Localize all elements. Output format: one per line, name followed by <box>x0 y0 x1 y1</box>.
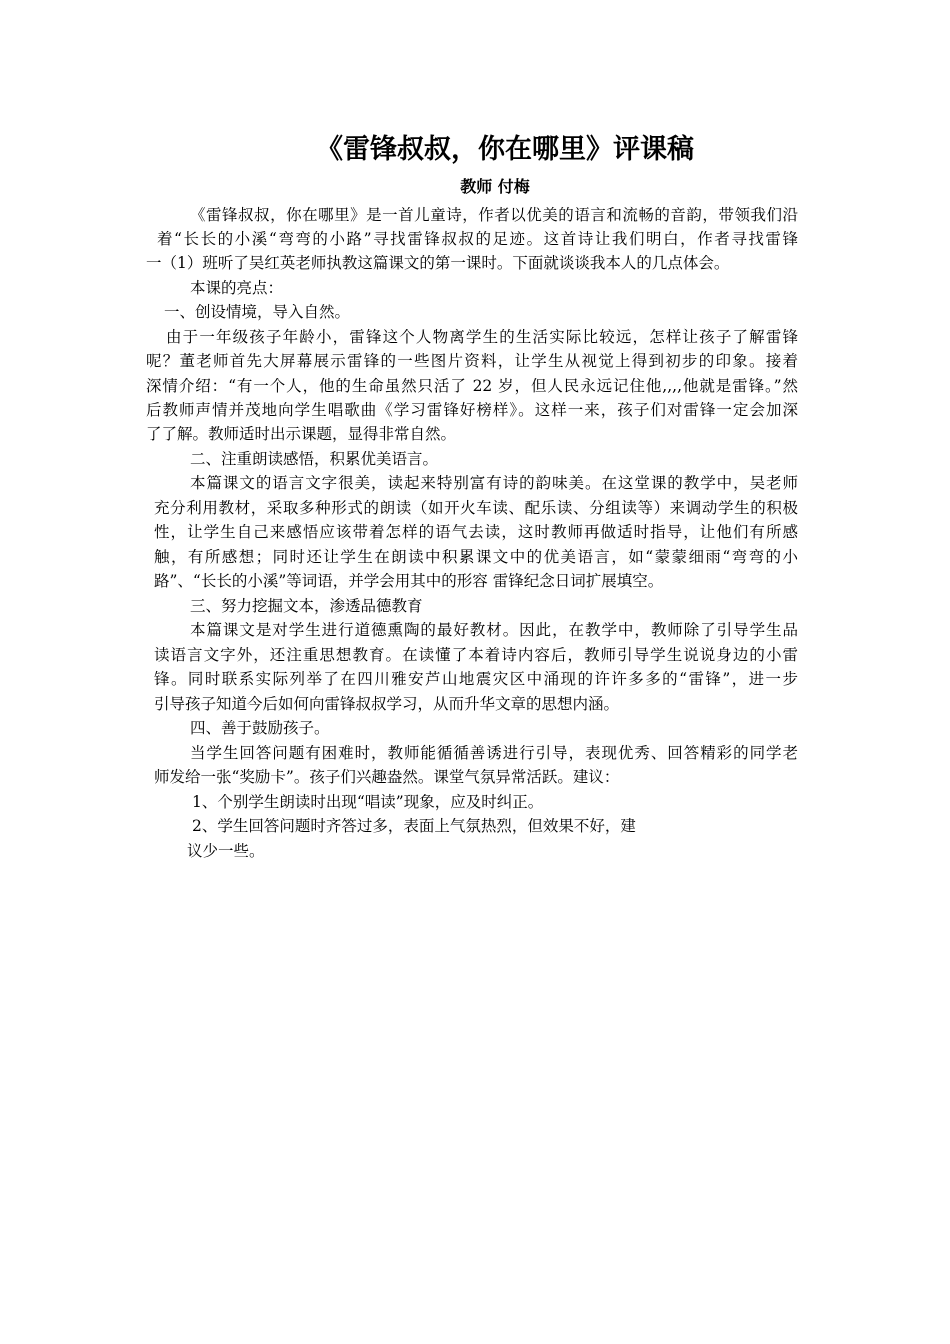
paragraph-line: 锋。同时联系实际列举了在四川雅安芦山地震灾区中涌现的许许多多的“雷锋”，进一步 <box>154 670 798 688</box>
paragraph-line: 读语言文字外，还注重思想教育。在读懂了本着诗内容后，教师引导学生说说身边的小雷 <box>154 646 798 664</box>
paragraph-line: 性，让学生自己来感悟应该带着怎样的语气去读，这时教师再做适时指导，让他们有所感 <box>154 523 798 541</box>
suggestion-item: 2、学生回答问题时齐答过多，表面上气氛热烈，但效果不好，建 <box>192 817 636 835</box>
section-heading: 三、努力挖掘文本，渗透品德教育 <box>190 597 423 615</box>
paragraph-line: 后教师声情并茂地向学生唱歌曲《学习雷锋好榜样》。这样一来，孩子们对雷锋一定会加深 <box>146 401 798 419</box>
paragraph-line: 本篇课文是对学生进行道德熏陶的最好教材。因此，在教学中，教师除了引导学生品 <box>190 621 798 639</box>
paragraph-line: 议少一些。 <box>187 842 265 860</box>
paragraph-line: 呢？董老师首先大屏幕展示雷锋的一些图片资料，让学生从视觉上得到初步的印象。接着 <box>146 352 798 370</box>
paragraph-line: 本篇课文的语言文字很美，读起来特别富有诗的韵味美。在这堂课的教学中，吴老师 <box>190 474 798 492</box>
paragraph-line: 着“长长的小溪“弯弯的小路”寻找雷锋叔叔的足迹。这首诗让我们明白，作者寻找雷锋 <box>157 230 798 248</box>
paragraph-line: 师发给一张“奖励卡”。孩子们兴趣盎然。课堂气氛异常活跃。建议： <box>154 768 620 786</box>
section-heading: 二、注重朗读感悟，积累优美语言。 <box>190 450 439 468</box>
suggestion-item: 1、个别学生朗读时出现“唱读”现象，应及时纠正。 <box>192 793 544 811</box>
paragraph-line: 路”、“长长的小溪”等词语，并学会用其中的形容 雷锋纪念日词扩展填空。 <box>154 572 664 590</box>
paragraph-line: 深情介绍：“有一个人，他的生命虽然只活了 22 岁，但人民永远记住他,,,,他就是雷锋。”然 <box>146 377 798 395</box>
paragraph-line: 引导孩子知道今后如何向雷锋叔叔学习，从而升华文章的思想内涵。 <box>154 695 620 713</box>
section-heading: 一、创设情境，导入自然。 <box>164 303 351 321</box>
paragraph-line: 当学生回答问题有困难时，教师能循循善诱进行引导，表现优秀、回答精彩的同学老 <box>190 744 798 762</box>
paragraph-line: 触，有所感想；同时还让学生在朗读中积累课文中的优美语言，如“蒙蒙细雨“弯弯的小 <box>154 548 798 566</box>
paragraph-line: 由于一年级孩子年龄小，雷锋这个人物离学生的生活实际比较远，怎样让孩子了解雷锋 <box>166 328 798 346</box>
paragraph-line: 一（1）班听了吴红英老师执教这篇课文的第一课时。下面就谈谈我本人的几点体会。 <box>146 254 730 272</box>
paragraph-line: 充分利用教材，采取多种形式的朗读（如开火车读、配乐读、分组读等）来调动学生的积极 <box>154 499 798 517</box>
section-heading: 四、善于鼓励孩子。 <box>190 719 330 737</box>
document-title: 《雷锋叔叔，你在哪里》评课稿 <box>316 134 694 165</box>
document-author: 教师 付梅 <box>460 177 530 196</box>
paragraph-line: 了了解。教师适时出示课题，显得非常自然。 <box>146 425 457 443</box>
section-label: 本课的亮点： <box>190 279 284 297</box>
paragraph-line: 《雷锋叔叔，你在哪里》是一首儿童诗，作者以优美的语言和流畅的音韵，带领我们沿 <box>190 206 798 224</box>
